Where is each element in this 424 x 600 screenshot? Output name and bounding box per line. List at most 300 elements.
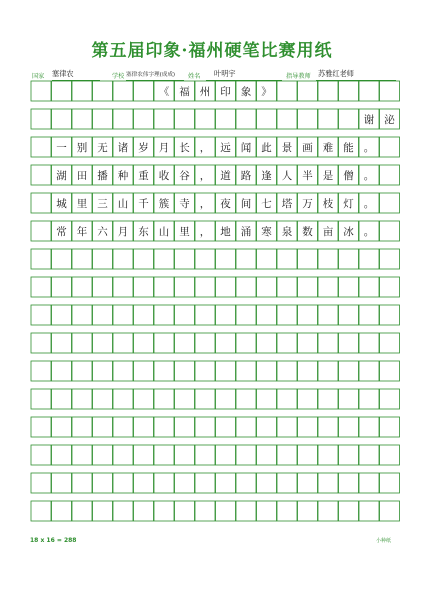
grid-character: 种 [117,169,129,182]
grid-cell [31,277,51,297]
grid-character: 里 [179,225,190,238]
grid-cell [216,333,236,353]
grid-cell [216,389,236,409]
grid-cell [195,277,215,297]
grid-cell [154,277,174,297]
grid-cell [154,333,174,353]
grid-character: 塔 [281,197,293,210]
grid-cell [298,445,318,465]
grid-cell [154,389,174,409]
grid-cell [298,277,318,297]
grid-character: 一 [56,141,67,154]
grid-cell [236,109,256,129]
grid-character: 》 [261,85,272,98]
grid-cell [257,389,277,409]
grid-cell [277,249,297,269]
grid-cell [277,389,297,409]
grid-cell [257,501,277,521]
grid-character: 是 [322,169,334,182]
grid-cell [380,137,400,157]
grid-cell [298,333,318,353]
grid-cell [339,249,359,269]
grid-cell [52,501,72,521]
grid-cell [216,249,236,269]
grid-cell [298,81,318,101]
grid-cell [72,333,92,353]
grid-cell [318,277,338,297]
grid-cell [154,361,174,381]
grid-cell [72,417,92,437]
grid-cell [277,109,297,129]
grid-cell [134,305,154,325]
grid-character: 冰 [343,225,354,238]
grid-cell [277,501,297,521]
grid-cell [257,473,277,493]
grid-cell [318,109,338,129]
grid-cell [339,109,359,129]
grid-cell [72,445,92,465]
grid-cell [195,445,215,465]
grid-cell [31,109,51,129]
grid-character: 泌 [384,113,395,126]
grid-cell [257,333,277,353]
grid-cell [359,389,379,409]
grid-cell [318,333,338,353]
grid-cell [380,473,400,493]
grid-cell [154,445,174,465]
grid-cell [52,361,72,381]
grid-cell [277,305,297,325]
country-label: 国家 [32,73,45,80]
grid-cell [339,81,359,101]
grid-character: 人 [281,169,293,182]
grid-cell [31,137,51,157]
grid-cell [175,473,195,493]
grid-character: 常 [56,225,67,238]
grid-character: 月 [158,141,170,154]
grid-cell [380,193,400,213]
grid-cell [195,473,215,493]
grid-cell [52,109,72,129]
grid-cell [113,249,133,269]
grid-cell [257,249,277,269]
grid-character: 夜 [220,197,231,210]
grid-character: 。 [363,197,375,210]
grid-cell [195,109,215,129]
grid-character: 州 [199,85,211,98]
grid-cell [318,361,338,381]
grid-cell [257,109,277,129]
grid-cell [93,417,113,437]
grid-cell [93,81,113,101]
grid-character: ， [199,225,211,238]
grid-character: 湖 [56,169,67,182]
grid-cell [277,81,297,101]
grid-cell [31,417,51,437]
grid-cell [318,445,338,465]
grid-cell [31,445,51,465]
grid-cell [175,109,195,129]
grid-character: 。 [363,169,375,182]
teacher-label: 指导教师 [286,73,311,80]
grid-cell [298,473,318,493]
grid-cell [52,473,72,493]
grid-cell [175,333,195,353]
grid-cell [195,361,215,381]
grid-cell [380,445,400,465]
grid-cell [216,473,236,493]
grid-cell [380,277,400,297]
grid-cell [359,305,379,325]
grid-character: 。 [363,225,375,238]
grid-cell [93,389,113,409]
grid-cell [52,445,72,465]
grid-cell [298,501,318,521]
grid-cell [359,473,379,493]
grid-cell [93,333,113,353]
grid-character: 七 [261,197,272,210]
grid-cell [134,81,154,101]
grid-character: 山 [158,225,170,238]
grid-cell [31,305,51,325]
grid-cell [52,277,72,297]
grid-cell [52,81,72,101]
grid-cell [31,473,51,493]
grid-cell [257,305,277,325]
writing-grid [30,80,400,530]
grid-cell [154,109,174,129]
grid-cell [359,445,379,465]
grid-character: 无 [97,141,108,154]
grid-character: 间 [240,197,252,210]
grid-cell [72,277,92,297]
grid-character: 三 [97,197,108,210]
grid-cell [339,417,359,437]
grid-character: 谷 [179,169,190,182]
grid-cell [216,361,236,381]
grid-cell [175,305,195,325]
grid-cell [134,249,154,269]
grid-cell [380,417,400,437]
grid-cell [113,333,133,353]
grid-cell [31,165,51,185]
publisher-mark: 小种纸 [376,538,392,544]
grid-cell [216,109,236,129]
name-label: 姓名 [188,73,201,80]
grid-character: 万 [302,197,313,210]
grid-cell [257,417,277,437]
grid-cell [134,361,154,381]
grid-character: 六 [97,225,108,238]
grid-cell [339,445,359,465]
grid-cell [216,305,236,325]
grid-cell [359,333,379,353]
grid-cell [277,417,297,437]
grid-cell [134,333,154,353]
grid-character: 枝 [322,197,334,210]
grid-cell [154,249,174,269]
grid-character: 东 [138,225,149,238]
grid-cell [113,417,133,437]
grid-cell [339,473,359,493]
grid-cell [298,389,318,409]
grid-character: 诸 [117,141,129,154]
grid-cell [380,333,400,353]
grid-cell [93,361,113,381]
grid-character: 此 [261,141,272,154]
grid-cell [113,305,133,325]
grid-character: 里 [76,197,88,210]
grid-cell [154,473,174,493]
grid-cell [359,361,379,381]
grid-cell [318,473,338,493]
grid-cell [236,333,256,353]
grid-character: 播 [97,169,108,182]
grid-cell [359,501,379,521]
grid-cell [359,81,379,101]
grid-cell [175,249,195,269]
grid-character: 难 [322,141,334,154]
grid-cell [318,249,338,269]
grid-character: 能 [343,141,354,154]
grid-character: 数 [302,225,313,238]
grid-cell [380,501,400,521]
grid-character: 收 [158,169,170,182]
grid-cell [52,389,72,409]
grid-cell [195,501,215,521]
grid-character: ， [199,197,211,210]
grid-character: 别 [76,141,88,154]
grid-character: 。 [363,141,375,154]
grid-cell [195,333,215,353]
grid-cell [72,389,92,409]
grid-cell [175,445,195,465]
grid-cell [236,389,256,409]
grid-cell [93,277,113,297]
grid-cell [175,361,195,381]
grid-cell [380,249,400,269]
grid-cell [31,501,51,521]
grid-cell [52,249,72,269]
grid-cell [236,277,256,297]
grid-cell [298,109,318,129]
grid-character: ， [199,141,211,154]
grid-cell [31,389,51,409]
grid-cell [31,361,51,381]
grid-cell [277,361,297,381]
grid-cell [380,165,400,185]
grid-cell [154,501,174,521]
grid-cell [113,109,133,129]
grid-cell [31,193,51,213]
grid-character: 路 [240,169,252,182]
grid-cell [339,361,359,381]
grid-cell [298,361,318,381]
grid-character: 半 [302,169,313,182]
grid-character: 亩 [322,225,334,238]
grid-cell [113,361,133,381]
grid-character: 月 [117,225,129,238]
page-title: 第五届印象·福州硬笔比赛用纸 [91,41,333,61]
grid-character: 寺 [179,197,190,210]
grid-cell [154,417,174,437]
grid-cell [72,501,92,521]
grid-character: 灯 [343,197,354,210]
grid-character: 涌 [240,225,252,238]
grid-cell [216,417,236,437]
grid-character: 《 [158,85,170,98]
grid-cell [113,501,133,521]
grid-character: 寒 [261,225,272,238]
grid-cell [72,109,92,129]
grid-cell [236,473,256,493]
grid-cell [236,501,256,521]
grid-cell [339,501,359,521]
grid-cell [359,249,379,269]
grid-cell [216,445,236,465]
grid-cell [257,361,277,381]
grid-cell [52,333,72,353]
grid-character: 画 [302,141,313,154]
grid-character: 僧 [343,169,354,182]
grid-cell [93,249,113,269]
grid-character: 逢 [261,169,272,182]
grid-cell [72,305,92,325]
grid-cell [277,277,297,297]
grid-cell [339,333,359,353]
grid-cell [93,109,113,129]
grid-cell [93,305,113,325]
grid-cell [31,221,51,241]
grid-cell [31,333,51,353]
grid-cell [72,249,92,269]
grid-cell [339,277,359,297]
grid-cell [257,445,277,465]
grid-character: 城 [56,197,67,210]
grid-cell [72,81,92,101]
grid-cell [195,305,215,325]
grid-cell [257,277,277,297]
grid-cell [236,249,256,269]
grid-cell [318,501,338,521]
grid-cell [175,501,195,521]
grid-character: 象 [240,85,252,98]
grid-cell [380,81,400,101]
grid-cell [359,417,379,437]
grid-cell [236,305,256,325]
grid-cell [175,277,195,297]
grid-character: 印 [220,85,231,98]
grid-cell [380,305,400,325]
grid-character: ， [199,169,211,182]
grid-cell [318,417,338,437]
grid-character: 长 [179,141,190,154]
grid-cell [298,417,318,437]
grid-cell [93,473,113,493]
grid-cell [236,445,256,465]
grid-cell [380,221,400,241]
school-label: 学校 [112,73,125,80]
grid-cell [52,417,72,437]
grid-cell [52,305,72,325]
grid-cell [134,501,154,521]
grid-cell [339,389,359,409]
grid-cell [318,81,338,101]
grid-cell [72,361,92,381]
grid-character: 岁 [138,141,149,154]
grid-cell [31,81,51,101]
grid-character: 地 [220,225,231,238]
country-value: 塞律农 [52,69,74,78]
grid-cell [277,333,297,353]
grid-cell [339,305,359,325]
grid-character: 景 [281,141,293,154]
grid-cell [93,501,113,521]
grid-cell [134,473,154,493]
grid-cell [318,389,338,409]
name-value: 叶明宇 [214,69,236,78]
grid-cell [175,389,195,409]
grid-cell [113,473,133,493]
grid-cell [216,501,236,521]
teacher-value: 苏雅红老师 [318,69,354,78]
grid-character: 簇 [158,197,170,210]
grid-cell [236,361,256,381]
grid-character: 谢 [363,113,375,126]
school-value: 塞律农伟字理(成成) [126,72,176,78]
grid-character: 福 [179,85,190,98]
grid-character: 泉 [281,225,293,238]
grid-character: 远 [220,141,231,154]
grid-cell [154,305,174,325]
grid-character: 重 [138,169,149,182]
grid-character: 闻 [240,141,252,154]
grid-cell [298,305,318,325]
grid-cell [216,277,236,297]
grid-cell [380,361,400,381]
grid-cell [113,81,133,101]
grid-cell [93,445,113,465]
grid-character: 千 [138,197,149,210]
grid-character: 田 [76,169,88,182]
grid-cell [318,305,338,325]
grid-cell [277,473,297,493]
grid-cell [134,277,154,297]
grid-cell [175,417,195,437]
grid-cell [113,389,133,409]
grid-cell [113,277,133,297]
grid-cell [380,389,400,409]
grid-cell [72,473,92,493]
grid-cell [298,249,318,269]
grid-cell [195,249,215,269]
grid-cell [134,389,154,409]
grid-cell [195,417,215,437]
grid-character: 山 [117,197,129,210]
grid-cell [277,445,297,465]
grid-character: 道 [220,169,231,182]
grid-cell [113,445,133,465]
grid-cell [195,389,215,409]
grid-cell [134,445,154,465]
grid-cell [359,277,379,297]
grid-cell [134,417,154,437]
grid-character: 年 [76,225,88,238]
grid-cell [134,109,154,129]
grid-size-note: 18 x 16 = 288 [30,537,77,544]
grid-cell [31,249,51,269]
grid-cell [236,417,256,437]
